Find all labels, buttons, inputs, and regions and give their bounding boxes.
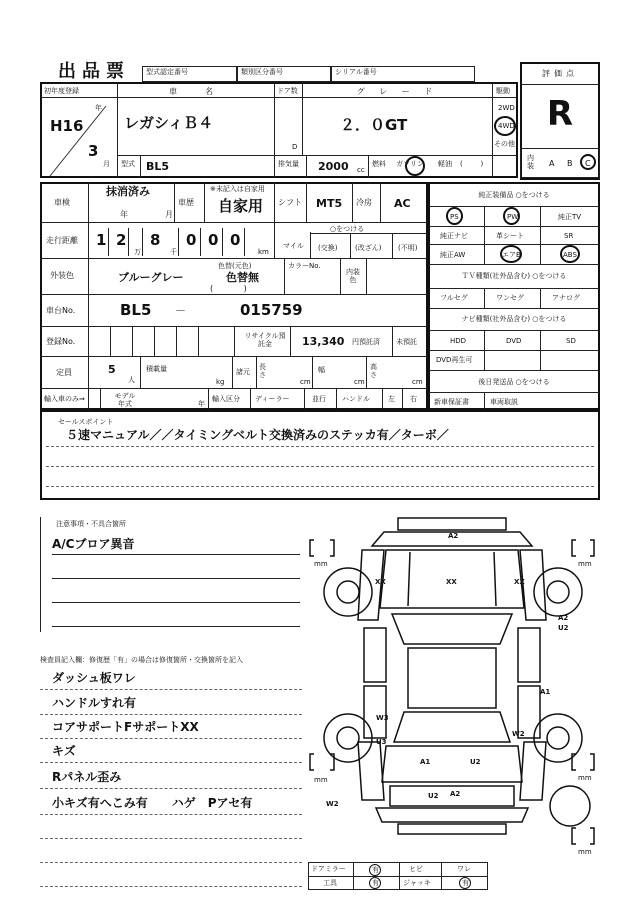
option-navi: 純正ナビ <box>440 232 468 240</box>
dims-label: 諸元 <box>236 368 250 376</box>
history-label: 車歴 <box>178 198 194 207</box>
recycle-value: 13,340 <box>302 335 345 348</box>
dims-width: 幅 <box>318 366 325 374</box>
option-sr: SR <box>564 232 574 240</box>
car-name-label: 車 名 <box>169 87 223 96</box>
first-reg-label: 初年度登録 <box>44 87 79 95</box>
model-label: 型式 <box>121 160 135 168</box>
door-mirror-mark: 有 <box>372 866 379 874</box>
cooling-value: AC <box>394 197 411 210</box>
door-suffix: D <box>292 143 298 151</box>
fuel-gasoline: ガソリン <box>396 160 424 168</box>
exterior-color-label: 外装色 <box>50 271 74 280</box>
inspector-line: 小キズ有へこみ有 ハゲ Pアセ有 <box>52 796 253 810</box>
car-damage-diagram <box>300 510 605 860</box>
mileage-sen: 千 <box>170 248 177 256</box>
later-manual: 車両取説 <box>490 398 518 406</box>
circle-note: ○をつける <box>330 225 365 233</box>
door-mirror-label: ドアミラー <box>311 865 346 873</box>
navi-dvd: DVD <box>506 337 522 345</box>
mm-label: mm <box>578 560 592 568</box>
dims-cm: cm <box>412 378 423 386</box>
fuel-gasoline-circle <box>405 156 425 176</box>
chassis-model: BL5 <box>120 301 152 319</box>
recycle-paid: 円預託済 <box>352 338 380 346</box>
car-name-value: レガシィＢ４ <box>124 114 214 132</box>
drive-4wd: 4WD <box>498 122 515 130</box>
notes-label: 注意事項・不具合箇所 <box>56 520 126 528</box>
exterior-color-value: ブルーグレー <box>118 271 184 284</box>
month-label: 月 <box>103 160 110 168</box>
damage-mark: U2 <box>428 792 439 800</box>
load-kg: kg <box>216 378 225 386</box>
category-label: 類別区分番号 <box>241 68 283 76</box>
option-leather: 革シート <box>496 232 524 240</box>
mileage-unknown: (不明) <box>398 244 418 252</box>
fuel-label: 燃料 <box>372 160 386 168</box>
inspector-line: キズ <box>52 744 76 758</box>
jack-label: ジャッキ <box>403 879 431 887</box>
damage-mark: W3 <box>376 714 389 722</box>
first-reg-slash <box>44 98 116 178</box>
mileage-digit: 0 <box>230 231 241 249</box>
dims-length: 長さ <box>259 363 266 379</box>
shift-label: シフト <box>278 198 302 207</box>
cc-label: cc <box>357 166 365 174</box>
dims-cm: cm <box>300 378 311 386</box>
tv-analog: アナログ <box>552 294 580 302</box>
tv-fullseg: フルセグ <box>440 294 468 302</box>
damage-mark: A2 <box>558 614 569 622</box>
interior-c: C <box>585 159 591 168</box>
interior-b: B <box>567 159 573 168</box>
year-label: 年 <box>95 104 102 112</box>
drive-other: その他 <box>494 140 515 148</box>
damage-mark: U3 <box>376 738 387 746</box>
import-parallel: 並行 <box>312 395 326 403</box>
handle-label: ハンドル <box>342 395 370 403</box>
model-cert-field <box>142 66 237 82</box>
interior-label: 内装 <box>527 154 534 170</box>
fuel-diesel: 軽油 <box>438 160 452 168</box>
door-label: ドア数 <box>277 87 298 95</box>
option-abs-circle <box>560 245 580 263</box>
later-shipment-title: 後日発送品 ○をつける <box>478 378 550 386</box>
model-value: BL5 <box>146 160 170 173</box>
inspector-line: コアサポートFサポートXX <box>52 720 199 734</box>
capacity-person: 人 <box>128 376 135 384</box>
evaluation-score: R <box>546 94 574 134</box>
first-reg-year: H16 <box>50 117 84 135</box>
mileage-man: 万 <box>134 248 141 256</box>
tv-oneseg: ワンセグ <box>496 294 524 302</box>
mm-label: mm <box>578 848 592 856</box>
displacement-value: 2000 <box>318 160 349 173</box>
drive-label: 駆動 <box>496 87 510 95</box>
navi-sd: SD <box>566 337 576 345</box>
inspector-line: ダッシュ板ワレ <box>52 671 136 685</box>
mileage-km: km <box>258 248 269 256</box>
color-change-value: 色替無 <box>226 271 259 284</box>
mileage-modified: (改ざん) <box>355 244 382 252</box>
option-pw: PW <box>507 213 519 221</box>
mileage-digit: 8 <box>150 231 161 249</box>
option-abs: ABS <box>563 251 577 259</box>
recycle-unpaid: 未預託 <box>396 338 417 346</box>
damage-mark: A2 <box>448 532 459 540</box>
damage-mark: A1 <box>420 758 431 766</box>
form-title: 出品票 <box>58 61 130 82</box>
inspection-year: 年 <box>120 210 128 219</box>
mileage-label: 走行距離 <box>46 236 78 245</box>
chassis-dash: － <box>175 304 186 317</box>
dims-height: 高さ <box>370 363 377 379</box>
interior-c-circle <box>580 154 596 170</box>
damage-mark: W2 <box>512 730 525 738</box>
navi-type-title: ナビ種類(社外品含む) ○をつける <box>461 315 567 323</box>
category-field <box>237 66 331 82</box>
mileage-digit: 0 <box>186 231 197 249</box>
displacement-label: 排気量 <box>278 160 299 168</box>
damage-mark: A1 <box>540 688 551 696</box>
note-line: A/Cブロア異音 <box>52 537 135 551</box>
option-aw: 純正AW <box>440 251 466 259</box>
option-pw-circle <box>503 207 520 225</box>
evaluation-label: 評価点 <box>542 69 578 78</box>
model-year-label: モデル年式 <box>114 392 136 408</box>
inspector-line: Rパネル歪み <box>52 770 122 784</box>
handle-left: 左 <box>388 395 395 403</box>
sales-point-text: ５速マニュアル／／タイミングベルト交換済みのステッカ有／ターボ／ <box>66 428 449 442</box>
model-cert-label: 型式認定番号 <box>146 68 188 76</box>
import-dealer: ディーラー <box>255 395 290 403</box>
damage-mark: A2 <box>450 790 461 798</box>
inspector-label: 検査員記入欄：修復歴「有」の場合は修復箇所・交換箇所を記入 <box>40 656 243 664</box>
import-label: 輸入車のみ⇒ <box>44 395 85 403</box>
color-change-label: 色替(元色) <box>218 262 252 270</box>
broken-label: ワレ <box>457 865 471 873</box>
option-ps-circle <box>446 207 463 225</box>
option-ps: PS <box>450 213 459 221</box>
crack-label: ヒビ <box>409 865 423 873</box>
mileage-digit: 2 <box>116 231 127 249</box>
mm-label: mm <box>578 774 592 782</box>
first-reg-month: 3 <box>88 142 99 160</box>
capacity-value: 5 <box>108 363 116 376</box>
reg-no-label: 登録No. <box>46 337 76 346</box>
sales-point-label: セールスポイント <box>58 418 114 426</box>
chassis-label: 車台No. <box>46 306 76 315</box>
mileage-digit: 0 <box>208 231 219 249</box>
mile-label: マイル <box>283 242 304 250</box>
tv-type-title: ＴＶ種類(社外品含む) ○をつける <box>461 272 567 280</box>
option-airbag: エアB <box>502 251 521 259</box>
cooling-label: 冷房 <box>356 198 372 207</box>
navi-hdd: HDD <box>450 337 467 345</box>
shift-value: MT5 <box>316 197 343 210</box>
option-airbag-circle <box>500 245 522 263</box>
dims-cm: cm <box>354 378 365 386</box>
tools-label: 工具 <box>323 879 337 887</box>
chassis-number: 015759 <box>240 301 303 319</box>
history-note: ※未記入は自家用 <box>210 185 265 193</box>
damage-mark: U2 <box>558 624 569 632</box>
interior-color-label: 内装色 <box>346 268 360 284</box>
jack-mark: 有 <box>462 879 469 887</box>
inspection-month: 月 <box>165 210 173 219</box>
option-tv: 純正TV <box>558 213 582 221</box>
mileage-digit: 1 <box>96 231 107 249</box>
serial-label: シリアル番号 <box>335 68 377 76</box>
damage-mark: U2 <box>470 758 481 766</box>
damage-mark: XX <box>446 578 457 586</box>
damage-mark: W2 <box>326 800 339 808</box>
grade-value: ２．０GT <box>340 116 408 134</box>
drive-2wd: 2WD <box>498 104 515 112</box>
import-category-label: 輸入区分 <box>212 395 240 403</box>
dvd-playback: DVD再生可 <box>436 356 473 364</box>
mm-label: mm <box>314 776 328 784</box>
interior-grade <box>520 148 600 178</box>
model-year-suffix: 年 <box>198 400 205 408</box>
tools-mark: 有 <box>372 879 379 887</box>
mileage-exchange: (交換) <box>318 244 338 252</box>
accessory-table <box>308 862 488 890</box>
capacity-label: 定員 <box>56 368 72 377</box>
recycle-label: リサイクル預託金 <box>244 332 286 348</box>
drive-4wd-circle <box>494 116 516 136</box>
options-title: 純正装備品 ○をつける <box>478 191 550 199</box>
color-no-label: カラーNo. <box>288 262 321 270</box>
handle-right: 右 <box>410 395 417 403</box>
inspector-line: ハンドルすれ有 <box>52 696 137 710</box>
later-warranty: 新車保証書 <box>434 398 469 406</box>
history-value: 自家用 <box>218 197 264 215</box>
serial-field <box>331 66 475 82</box>
damage-mark: XX <box>514 578 525 586</box>
damage-mark: XX <box>375 578 386 586</box>
inspection-value: 抹消済み <box>106 185 150 198</box>
interior-a: A <box>549 159 555 168</box>
inspection-label: 車検 <box>54 198 70 207</box>
mm-label: mm <box>314 560 328 568</box>
grade-label: グ レ ー ド <box>356 87 439 96</box>
load-label: 積載量 <box>146 365 167 373</box>
